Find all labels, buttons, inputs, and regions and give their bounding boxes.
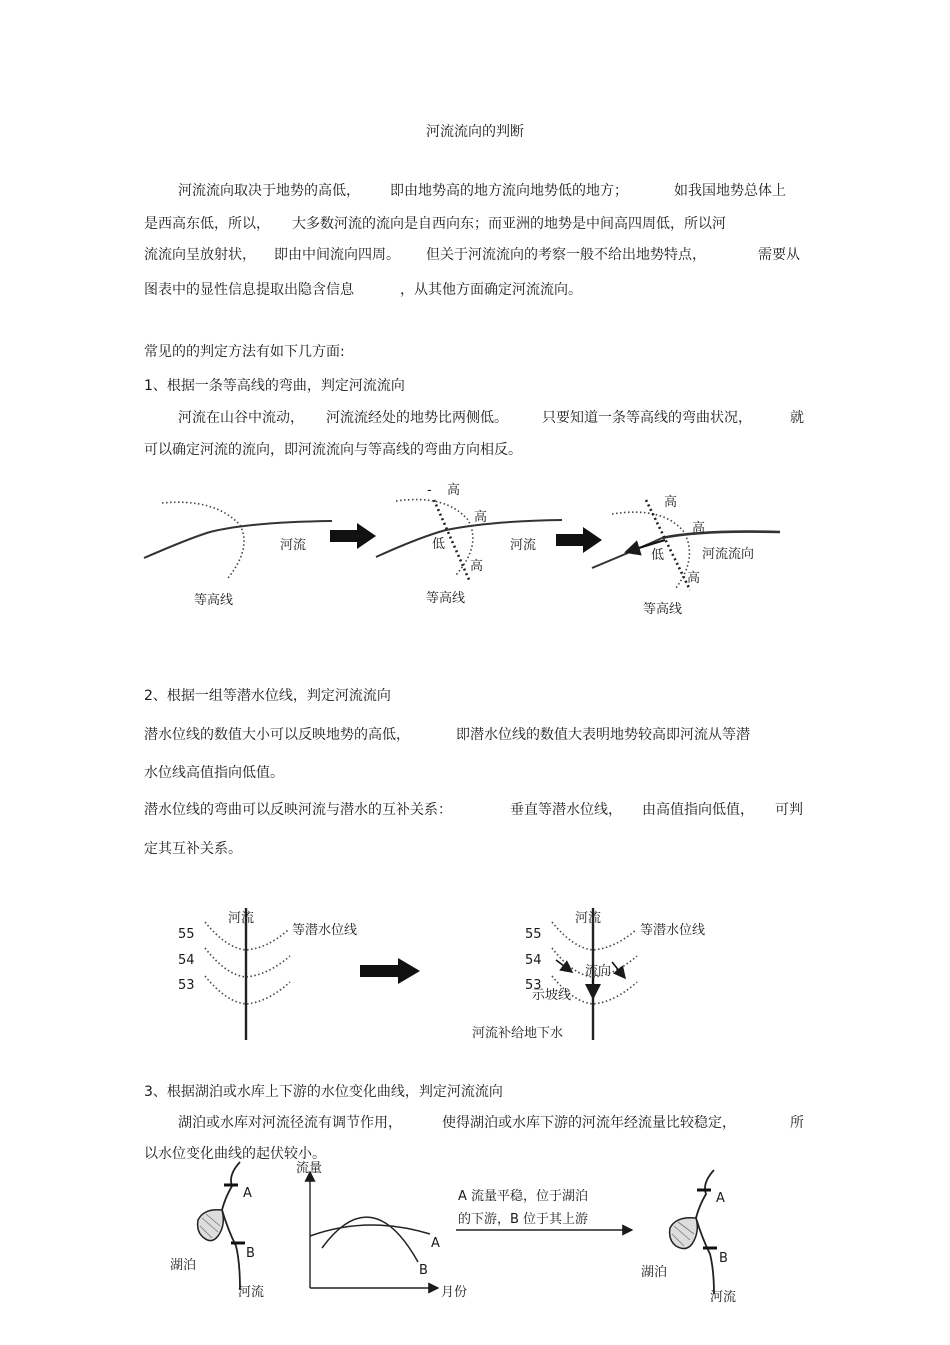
high-label: 高 xyxy=(447,483,461,498)
methods-intro: 常见的的判定方法有如下几方面: xyxy=(144,344,345,360)
curve-a xyxy=(310,1225,430,1236)
y-axis-label: 流量 xyxy=(296,1161,323,1176)
section1-text: 就 xyxy=(790,410,804,426)
high-label: 高 xyxy=(664,495,678,510)
lake-figure-2 xyxy=(641,1170,736,1305)
section2-text: 由高值指向低值， xyxy=(642,802,754,818)
intro-text: 河流流向取决于地势的高低， xyxy=(178,183,360,199)
section1-text: 河流流经处的地势比两侧低。 xyxy=(326,410,508,426)
river-label: 河流 xyxy=(510,538,537,553)
flow-label: 流向 xyxy=(585,964,612,979)
section2-text: 即潜水位线的数值大表明地势较高即河流从等潜 xyxy=(456,727,750,743)
section1-text: 河流在山谷中流动， xyxy=(178,410,304,426)
section1-text: 只要知道一条等高线的弯曲状况， xyxy=(542,410,752,426)
contour-label: 等高线 xyxy=(194,593,234,608)
river-label: 河流 xyxy=(280,538,307,553)
section3-text: 湖泊或水库对河流径流有调节作用， xyxy=(178,1115,402,1131)
label-b: B xyxy=(719,1251,728,1266)
contour-figure-2 xyxy=(376,482,562,606)
section3-text: 所 xyxy=(790,1115,804,1131)
label-b: B xyxy=(246,1246,255,1261)
intro-text: 即由地势高的地方流向地势低的地方； xyxy=(390,183,628,199)
high-label: 高 xyxy=(692,521,706,536)
intro-text: 即由中间流向四周。 xyxy=(274,247,400,263)
slope-arrow xyxy=(612,962,625,978)
river-label: 河流 xyxy=(575,911,602,926)
page-title: 河流流向的判断 xyxy=(426,124,524,140)
value-label: 54 xyxy=(525,953,542,968)
intro-text: 图表中的显性信息提取出隐含信息 xyxy=(144,282,354,298)
section2-text: 潜水位线的弯曲可以反映河流与潜水的互补关系： xyxy=(144,802,452,818)
intro-text: 但关于河流流向的考察一般不给出地势特点， xyxy=(426,247,706,263)
flow-chart xyxy=(296,1160,467,1300)
river-label: 河流 xyxy=(228,911,255,926)
slope-label: 示坡线 xyxy=(532,988,572,1003)
groundwater-line xyxy=(205,948,290,977)
conclusion-arrow xyxy=(456,1188,632,1230)
section2-heading: 2、根据一组等潜水位线，判定河流流向 xyxy=(144,688,391,704)
groundwater-label: 等潜水位线 xyxy=(292,923,358,938)
lake-figure-1 xyxy=(170,1162,264,1300)
section2-text: 水位线高值指向低值。 xyxy=(144,765,284,781)
value-label: 53 xyxy=(525,978,542,993)
section2-text: 垂直等潜水位线， xyxy=(510,802,622,818)
section3-text: 使得湖泊或水库下游的河流年经流量比较稳定， xyxy=(442,1115,736,1131)
value-label: 55 xyxy=(178,927,195,942)
contour-figure-3 xyxy=(592,494,780,617)
groundwater-figure-2 xyxy=(472,908,705,1041)
label-a: A xyxy=(716,1191,725,1206)
contour-label: 等高线 xyxy=(426,591,466,606)
arrow-right-icon xyxy=(360,958,420,984)
lake-label: 湖泊 xyxy=(170,1258,197,1273)
river-label: 河流 xyxy=(710,1290,737,1305)
contour-label: 等高线 xyxy=(643,602,683,617)
label-a: A xyxy=(243,1186,252,1201)
note-line-2: 的下游，B 位于其上游 xyxy=(458,1212,589,1227)
note-line-1: A 流量平稳，位于湖泊 xyxy=(458,1189,589,1204)
section2-text: 潜水位线的数值大小可以反映地势的高低， xyxy=(144,727,410,743)
low-label: 低 xyxy=(432,537,446,552)
recharge-label: 河流补给地下水 xyxy=(472,1026,564,1041)
value-label: 55 xyxy=(525,927,542,942)
flow-label: 河流流向 xyxy=(702,547,755,562)
value-label: 54 xyxy=(178,953,195,968)
intro-text: 大多数河流的流向是自西向东；而亚洲的地势是中间高四周低，所以河 xyxy=(292,216,726,232)
arrow-right-icon xyxy=(556,527,602,553)
river-line xyxy=(222,1162,240,1290)
contour-figure-1 xyxy=(144,502,332,608)
high-label: 高 xyxy=(687,571,701,586)
high-label: 高 xyxy=(470,559,484,574)
intro-text: ，从其他方面确定河流流向。 xyxy=(400,282,582,298)
intro-text: 流流向呈放射状， xyxy=(144,247,256,263)
high-label: 高 xyxy=(474,510,488,525)
section3-heading: 3、根据湖泊或水库上下游的水位变化曲线，判定河流流向 xyxy=(144,1084,503,1100)
label-a: A xyxy=(431,1236,440,1251)
value-label: 53 xyxy=(178,978,195,993)
lake-label: 湖泊 xyxy=(641,1265,668,1280)
low-label: 低 xyxy=(651,548,665,563)
x-axis-label: 月份 xyxy=(441,1285,468,1300)
arrow-right-icon xyxy=(330,523,376,549)
contour-line xyxy=(162,502,244,578)
intro-text: 是西高东低，所以， xyxy=(144,216,270,232)
section3-text: 以水位变化曲线的起伏较小。 xyxy=(144,1146,326,1162)
section2-text: 定其互补关系。 xyxy=(144,841,242,857)
intro-text: 需要从 xyxy=(758,247,800,263)
section2-text: 可判 xyxy=(775,802,803,818)
river-label: 河流 xyxy=(238,1285,265,1300)
groundwater-label: 等潜水位线 xyxy=(640,923,706,938)
groundwater-figure-1 xyxy=(178,908,357,1040)
section1-heading: 1、根据一条等高线的弯曲，判定河流流向 xyxy=(144,378,405,394)
slope-dotted-line xyxy=(646,500,690,590)
label-b: B xyxy=(419,1263,428,1278)
section1-text: 可以确定河流的流向，即河流流向与等高线的弯曲方向相反。 xyxy=(144,442,522,458)
curve-b xyxy=(322,1217,418,1262)
dash-mark: - xyxy=(427,483,432,498)
river-line xyxy=(662,532,780,538)
groundwater-line xyxy=(205,976,290,1004)
intro-text: 如我国地势总体上 xyxy=(674,183,786,199)
